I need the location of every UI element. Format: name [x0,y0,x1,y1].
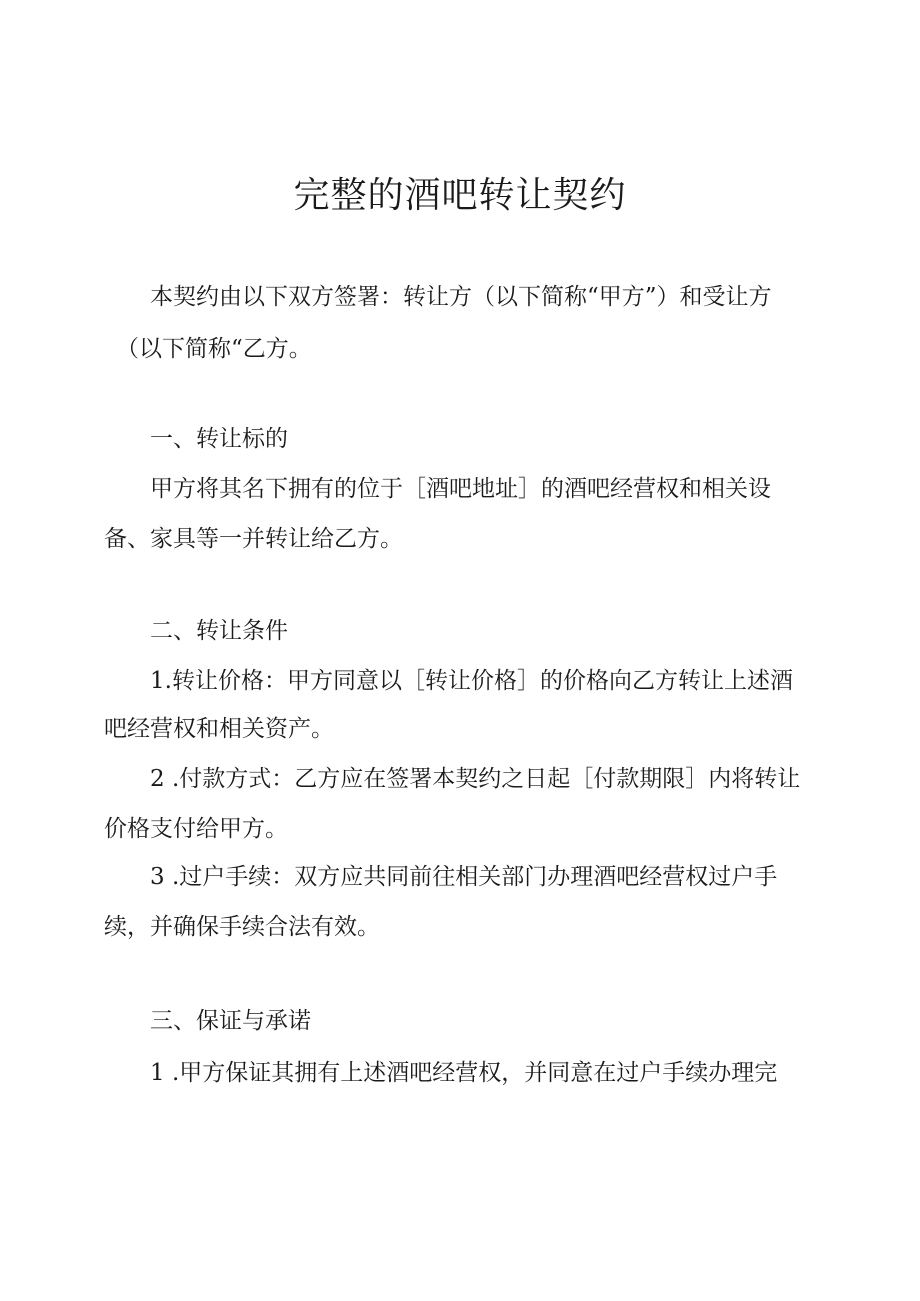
section-2-item-3-line-2: 续，并确保手续合法有效。 [104,914,380,940]
section-1-heading: 一、转让标的 [150,426,288,452]
section-1-para-line-2: 备、家具等一并转让给乙方。 [104,526,403,552]
section-1-para-line-1: 甲方将其名下拥有的位于［酒吧地址］的酒吧经营权和相关设 [150,476,771,502]
section-2-item-1-line-2: 吧经营权和相关资产。 [104,716,334,742]
section-3-heading: 三、保证与承诺 [150,1008,311,1034]
section-2-item-1-line-1: 1.转让价格：甲方同意以［转让价格］的价格向乙方转让上述酒 [150,668,793,694]
section-2-item-3-line-1: 3 .过户手续：双方应共同前往相关部门办理酒吧经营权过户手 [150,864,778,890]
intro-line-2: （以下简称“乙方。 [116,336,312,362]
document-title: 完整的酒吧转让契约 [293,175,627,216]
section-3-item-1-line-1: 1 .甲方保证其拥有上述酒吧经营权，并同意在过户手续办理完 [150,1060,778,1086]
section-2-heading: 二、转让条件 [150,618,288,644]
section-2-item-2-line-1: 2 .付款方式：乙方应在签署本契约之日起［付款期限］内将转让 [150,766,801,792]
section-2-item-2-line-2: 价格支付给甲方。 [104,816,288,842]
intro-line-1: 本契约由以下双方签署：转让方（以下简称“甲方”）和受让方 [150,284,772,310]
